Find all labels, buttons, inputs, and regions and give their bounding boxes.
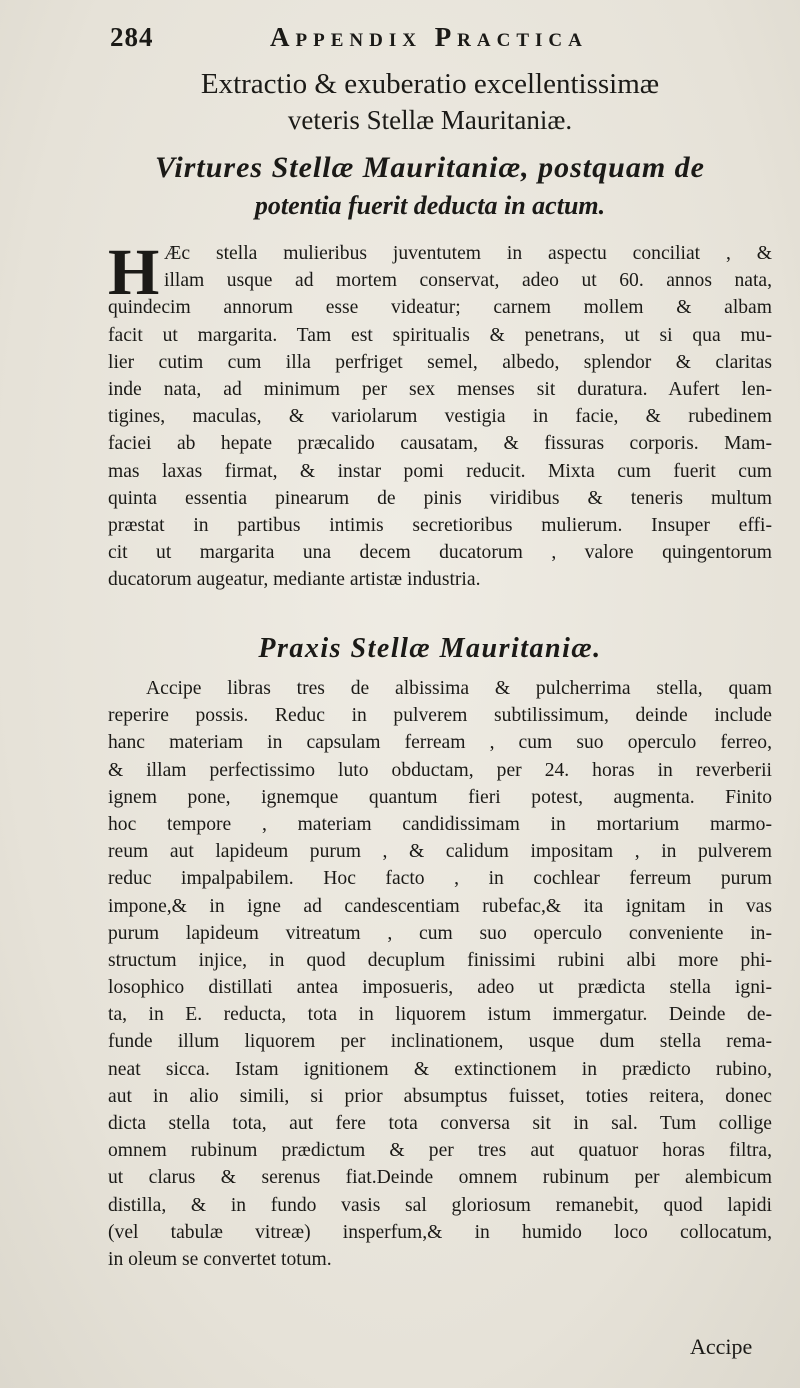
text-line: ducatorum augeatur, mediante artistæ industria.: [108, 569, 481, 591]
text-line: præstat in partibus intimis secretioribus mulierum. Insuper effi-: [108, 514, 772, 536]
text-line: hanc materiam in capsulam ferream , cum suo operculo ferreo,: [108, 732, 772, 754]
text-line: Æc stella mulieribus juventutem in aspectu conciliat , &: [164, 243, 772, 264]
text-line: ut clarus & serenus fiat.Deinde omnem rubinum per alembicum: [108, 1167, 772, 1189]
title-line-2: veteris Stellæ Mauritaniæ.: [287, 105, 573, 135]
text-line: inde nata, ad minimum per sex menses sit duratura. Aufert len-: [108, 378, 772, 400]
paragraph-praxis: [108, 675, 772, 1273]
page-number: 284: [110, 22, 154, 52]
text-line: lier cutim cum illa perfriget semel, albedo, splendor & claritas: [108, 351, 772, 373]
subtitle-line-2: potentia fuerit deducta in actum.: [254, 191, 606, 220]
text-line: mas laxas firmat, & instar pomi reducit. Mixta cum fuerit cum: [108, 460, 772, 482]
text-line: aut in alio simili, si prior absumptus fuisset, toties reitera, donec: [108, 1085, 772, 1107]
text-line: impone,& in igne ad candescentiam rubefac,& ita ignitam in vas: [108, 895, 772, 917]
section-subtitle: [120, 148, 740, 224]
praxis-heading: Praxis Stellæ Mauritaniæ.: [258, 633, 602, 664]
page-header: [110, 22, 710, 58]
text-line: distilla, & in fundo vasis sal gloriosum remanebit, quod lapidi: [108, 1194, 772, 1216]
paragraph-virtues: [108, 236, 772, 593]
text-line: quindecim annorum esse videatur; carnem mollem & albam: [108, 297, 772, 319]
text-line: quinta essentia pinearum de pinis viridibus & teneris multum: [108, 487, 772, 509]
title-line-1: Extractio & exuberatio excellentissimæ: [200, 68, 660, 100]
catchword: Accipe: [690, 1334, 753, 1359]
text-line: losophico distillati antea imposueris, adeo ut prædicta stella igni-: [108, 977, 772, 999]
text-line: neat sicca. Istam ignitionem & extinctionem in prædicto rubino,: [108, 1058, 772, 1080]
text-line: faciei ab hepate præcalido causatam, & fissuras corporis. Mam-: [108, 433, 772, 455]
text-line: structum injice, in quod decuplum finissimi rubini albi more phi-: [108, 949, 772, 971]
text-line: Accipe libras tres de albissima & pulcherrima stella, quam: [146, 678, 772, 699]
text-line: purum lapideum vitreatum , cum suo operculo conveniente in-: [108, 922, 772, 944]
text-line: facit ut margarita. Tam est spiritualis & penetrans, ut si qua mu-: [108, 324, 772, 346]
text-line: ignem pone, ignemque quantum fieri potest, augmenta. Finito: [108, 786, 772, 808]
text-line: dicta stella tota, aut fere tota conversa sit in sal. Tum collige: [108, 1113, 772, 1134]
text-line: (vel tabulæ vitreæ) insperfum,& in humido loco collocatum,: [108, 1221, 772, 1243]
text-line: cit ut margarita una decem ducatorum , valore quingentorum: [108, 542, 772, 564]
text-line: in oleum se convertet totum.: [108, 1248, 332, 1270]
text-line: omnem rubinum prædictum & per tres aut quatuor horas filtra,: [108, 1140, 772, 1162]
text-line: reduc impalpabilem. Hoc facto , in cochlear ferreum purum: [108, 868, 772, 890]
text-line: ta, in E. reducta, tota in liquorem istum immergatur. Deinde de-: [108, 1004, 772, 1026]
text-line: tigines, maculas, & variolarum vestigia in facie, & rubedinem: [108, 406, 772, 428]
text-line: funde illum liquorem per inclinationem, usque dum stella rema-: [108, 1031, 772, 1053]
drop-cap: H: [108, 236, 160, 309]
running-head: Appendix Practica: [270, 22, 588, 52]
text-line: & illam perfectissimo luto obductam, per 24. horas in reverberii: [108, 759, 772, 781]
section-title: [120, 66, 740, 138]
text-line: illam usque ad mortem conservat, adeo ut 60. annos nata,: [164, 270, 772, 292]
text-line: reum aut lapideum purum , & calidum impositam , in pulverem: [108, 841, 772, 863]
subtitle-line-1: Virtures Stellæ Mauritaniæ, postquam de: [155, 151, 705, 184]
text-line: hoc tempore , materiam candidissimam in mortarium marmo-: [108, 813, 772, 835]
text-line: reperire possis. Reduc in pulverem subtilissimum, deinde include: [108, 705, 772, 727]
